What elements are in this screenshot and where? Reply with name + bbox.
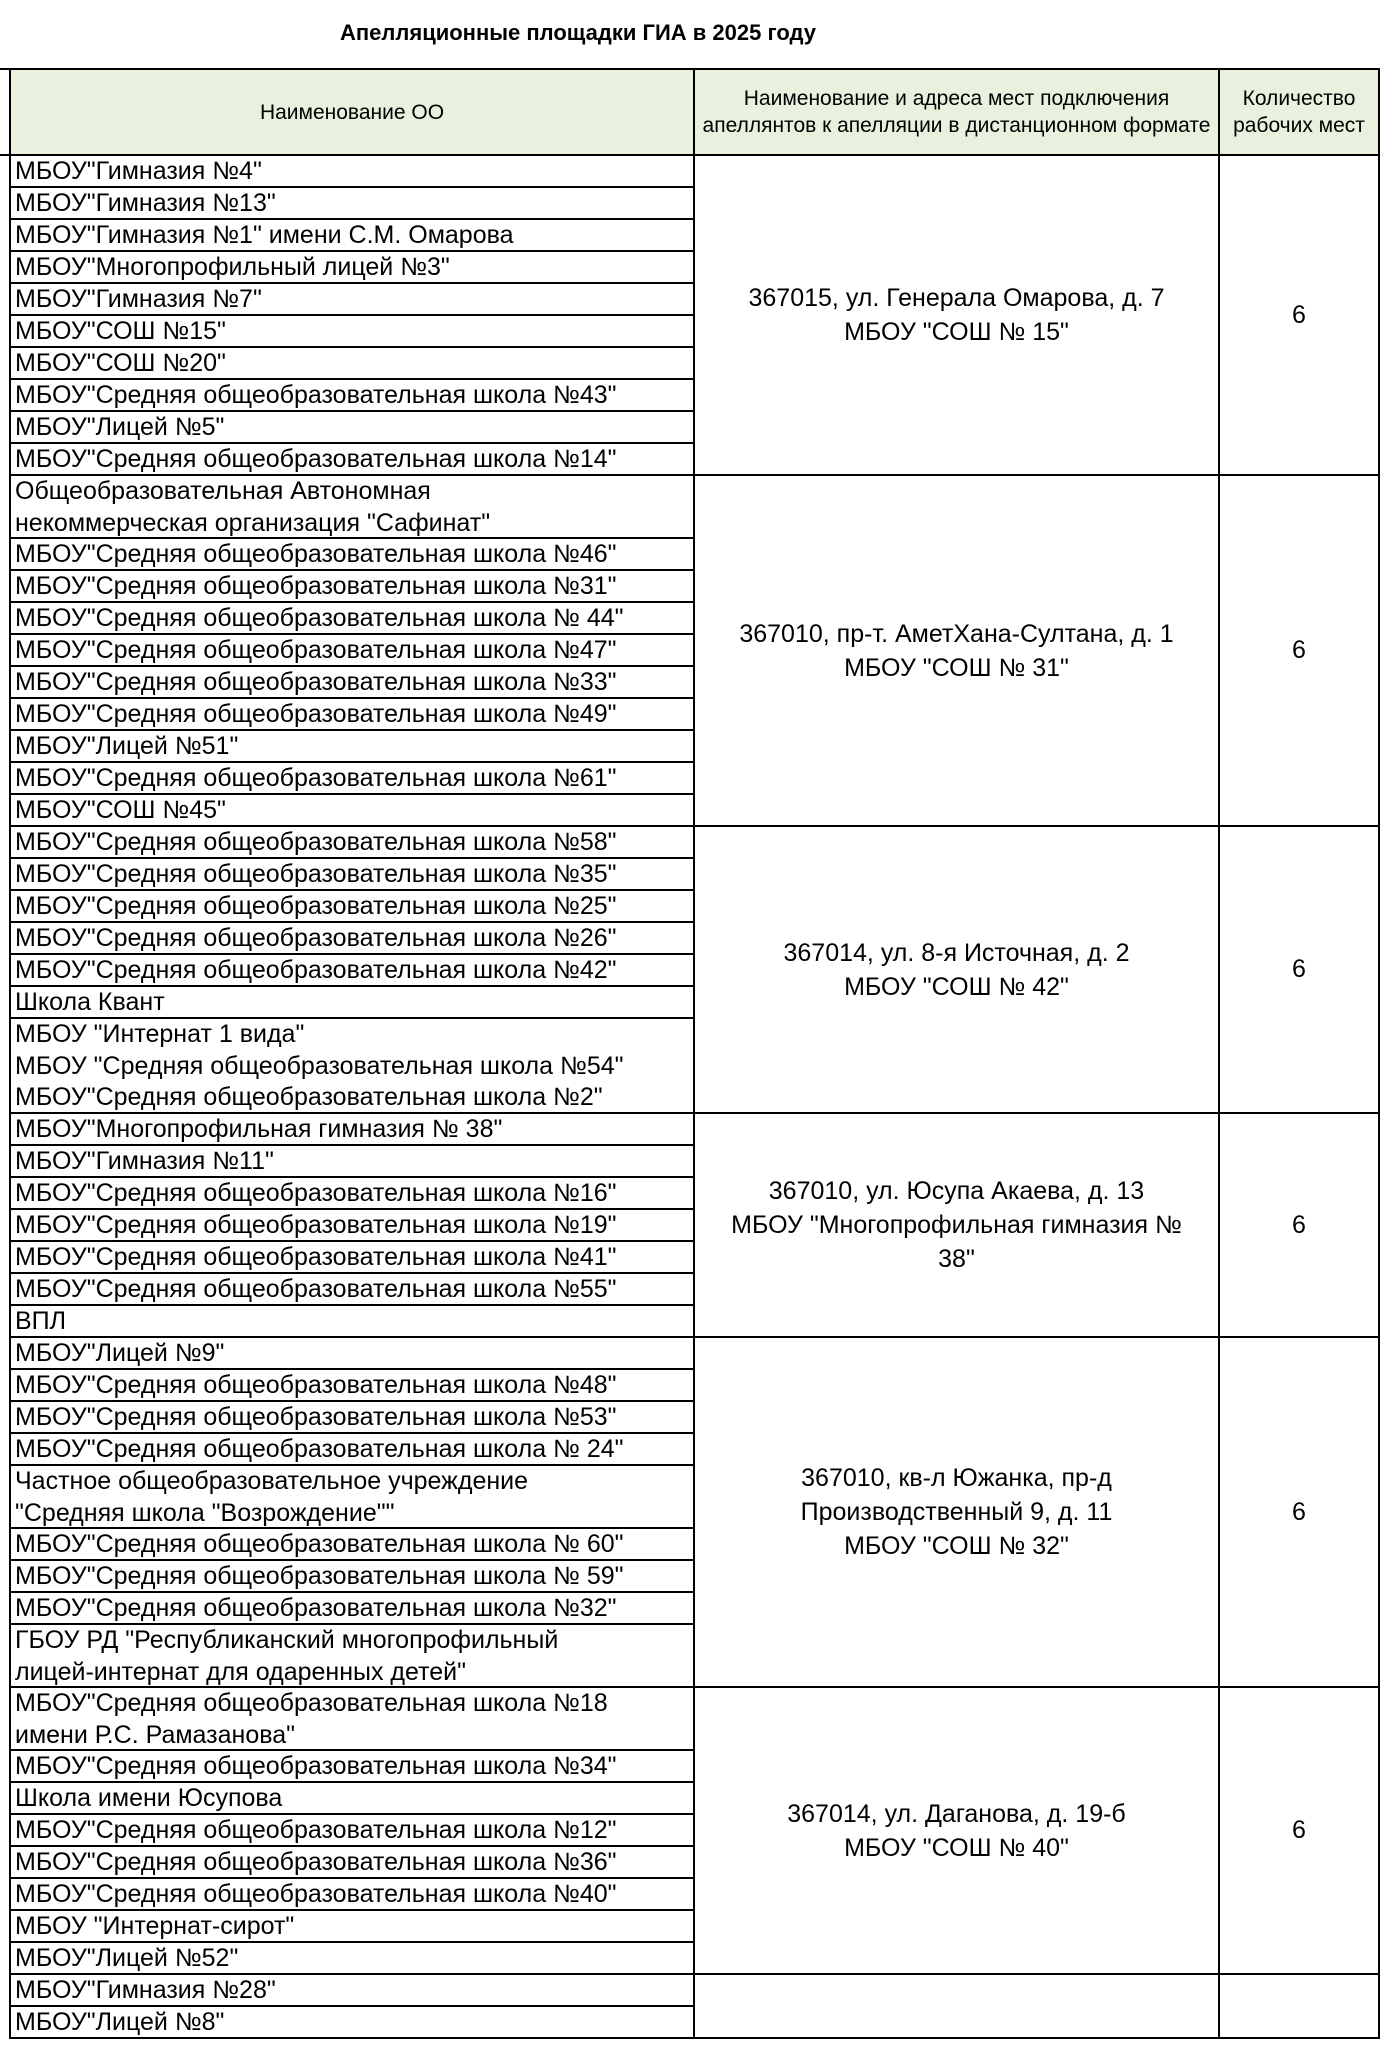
header-count: Количество рабочих мест: [1220, 68, 1380, 156]
org-name-cell: Школа Квант: [9, 987, 695, 1019]
workplaces-count-cell: [1220, 1975, 1380, 2039]
org-name-cell: МБОУ"Гимназия №7": [9, 284, 695, 316]
site-group: [9, 476, 1380, 827]
site-group: [9, 1688, 1380, 1975]
org-name-cell: МБОУ"Гимназия №28": [9, 1975, 695, 2007]
org-name-cell: МБОУ"Средняя общеобразовательная школа №42": [9, 955, 695, 987]
address-cell: [695, 1975, 1220, 2039]
org-name-cell: МБОУ"Лицей №5": [9, 412, 695, 444]
org-name-cell: МБОУ"Средняя общеобразовательная школа № 60": [9, 1529, 695, 1561]
org-name-cell: ГБОУ РД "Республиканский многопрофильный лицей-интернат для одаренных детей": [9, 1625, 695, 1688]
workplaces-count-cell: 6: [1220, 1688, 1380, 1975]
org-name-cell: МБОУ"Лицей №9": [9, 1338, 695, 1370]
address-cell: 367010, кв-л Южанка, пр-д Производственный 9, д. 11 МБОУ "СОШ № 32": [695, 1338, 1220, 1688]
workplaces-count-cell: 6: [1220, 476, 1380, 827]
org-name-cell: МБОУ"Средняя общеобразовательная школа №49": [9, 699, 695, 731]
org-name-cell: МБОУ"Средняя общеобразовательная школа №53": [9, 1402, 695, 1434]
org-name-cell: МБОУ"Средняя общеобразовательная школа №14": [9, 444, 695, 476]
org-name-cell: МБОУ"Лицей №8": [9, 2007, 695, 2039]
org-name-cell: МБОУ"Средняя общеобразовательная школа №48": [9, 1370, 695, 1402]
org-name-cell: МБОУ"Гимназия №13": [9, 188, 695, 220]
org-name-cell: МБОУ"Средняя общеобразовательная школа №55": [9, 1274, 695, 1306]
org-name-cell: МБОУ"Средняя общеобразовательная школа №31": [9, 571, 695, 603]
org-name-cell: МБОУ"Средняя общеобразовательная школа №26": [9, 923, 695, 955]
workplaces-count-cell: 6: [1220, 827, 1380, 1114]
address-cell: 367015, ул. Генерала Омарова, д. 7 МБОУ "СОШ № 15": [695, 156, 1220, 476]
org-name-cell: МБОУ"Средняя общеобразовательная школа №43": [9, 380, 695, 412]
org-name-cell: Общеобразовательная Автономная некоммерческая организация "Сафинат": [9, 476, 695, 539]
org-name-cell: МБОУ "Интернат 1 вида" МБОУ "Средняя общеобразовательная школа №54" МБОУ"Средняя общеобразовательная школа №2": [9, 1019, 695, 1114]
site-group: [9, 1338, 1380, 1688]
address-cell: 367014, ул. 8-я Источная, д. 2 МБОУ "СОШ № 42": [695, 827, 1220, 1114]
org-name-cell: МБОУ"Средняя общеобразовательная школа №16": [9, 1178, 695, 1210]
org-name-cell: МБОУ"Средняя общеобразовательная школа №47": [9, 635, 695, 667]
org-name-cell: МБОУ "Интернат-сирот": [9, 1911, 695, 1943]
org-name-cell: МБОУ"СОШ №20": [9, 348, 695, 380]
page-title: Апелляционные площадки ГИА в 2025 году: [340, 20, 816, 45]
org-name-cell: МБОУ"Средняя общеобразовательная школа №41": [9, 1242, 695, 1274]
org-name-cell: МБОУ"Средняя общеобразовательная школа №46": [9, 539, 695, 571]
org-name-cell: МБОУ"Средняя общеобразовательная школа № 59": [9, 1561, 695, 1593]
org-name-cell: МБОУ"Средняя общеобразовательная школа №19": [9, 1210, 695, 1242]
org-name-cell: МБОУ"Средняя общеобразовательная школа №18 имени Р.С. Рамазанова": [9, 1688, 695, 1751]
org-name-cell: МБОУ"Средняя общеобразовательная школа №40": [9, 1879, 695, 1911]
org-name-cell: МБОУ"Лицей №51": [9, 731, 695, 763]
org-name-cell: МБОУ"Средняя общеобразовательная школа №32": [9, 1593, 695, 1625]
org-name-cell: МБОУ"Средняя общеобразовательная школа № 24": [9, 1434, 695, 1466]
workplaces-count-cell: 6: [1220, 1338, 1380, 1688]
org-name-cell: Школа имени Юсупова: [9, 1783, 695, 1815]
org-name-cell: МБОУ"Средняя общеобразовательная школа №35": [9, 859, 695, 891]
header-address: Наименование и адреса мест подключения апеллянтов к апелляции в дистанционном формате: [695, 68, 1220, 156]
org-name-cell: МБОУ"Средняя общеобразовательная школа №33": [9, 667, 695, 699]
site-group: [9, 827, 1380, 1114]
org-name-cell: МБОУ"Средняя общеобразовательная школа №25": [9, 891, 695, 923]
org-name-cell: МБОУ"СОШ №45": [9, 795, 695, 827]
header-org-name: Наименование ОО: [9, 68, 695, 156]
address-cell: 367010, ул. Юсупа Акаева, д. 13 МБОУ "Многопрофильная гимназия № 38": [695, 1114, 1220, 1338]
org-name-cell: МБОУ"Средняя общеобразовательная школа №61": [9, 763, 695, 795]
org-name-cell: МБОУ"Многопрофильная гимназия № 38": [9, 1114, 695, 1146]
site-group: [9, 1114, 1380, 1338]
site-group: [9, 156, 1380, 476]
org-name-cell: МБОУ"Средняя общеобразовательная школа №34": [9, 1751, 695, 1783]
org-name-cell: МБОУ"Средняя общеобразовательная школа № 44": [9, 603, 695, 635]
org-name-cell: МБОУ"Лицей №52": [9, 1943, 695, 1975]
org-name-cell: МБОУ"Средняя общеобразовательная школа №58": [9, 827, 695, 859]
org-name-cell: МБОУ"Гимназия №4": [9, 156, 695, 188]
org-name-cell: МБОУ"Гимназия №11": [9, 1146, 695, 1178]
site-group: [9, 1975, 1380, 2039]
table-header: [9, 68, 1380, 156]
address-cell: 367014, ул. Даганова, д. 19-б МБОУ "СОШ № 40": [695, 1688, 1220, 1975]
org-name-cell: МБОУ"Средняя общеобразовательная школа №12": [9, 1815, 695, 1847]
table-body: [9, 156, 1380, 2039]
org-name-cell: МБОУ"Средняя общеобразовательная школа №36": [9, 1847, 695, 1879]
org-name-cell: ВПЛ: [9, 1306, 695, 1338]
address-cell: 367010, пр-т. АметХана-Султана, д. 1 МБОУ "СОШ № 31": [695, 476, 1220, 827]
row-number-column-edge: [0, 68, 9, 156]
org-name-cell: МБОУ"Гимназия №1" имени С.М. Омарова: [9, 220, 695, 252]
org-name-cell: Частное общеобразовательное учреждение "Средняя школа "Возрождение"": [9, 1466, 695, 1529]
workplaces-count-cell: 6: [1220, 1114, 1380, 1338]
org-name-cell: МБОУ"Многопрофильный лицей №3": [9, 252, 695, 284]
org-name-cell: МБОУ"СОШ №15": [9, 316, 695, 348]
workplaces-count-cell: 6: [1220, 156, 1380, 476]
